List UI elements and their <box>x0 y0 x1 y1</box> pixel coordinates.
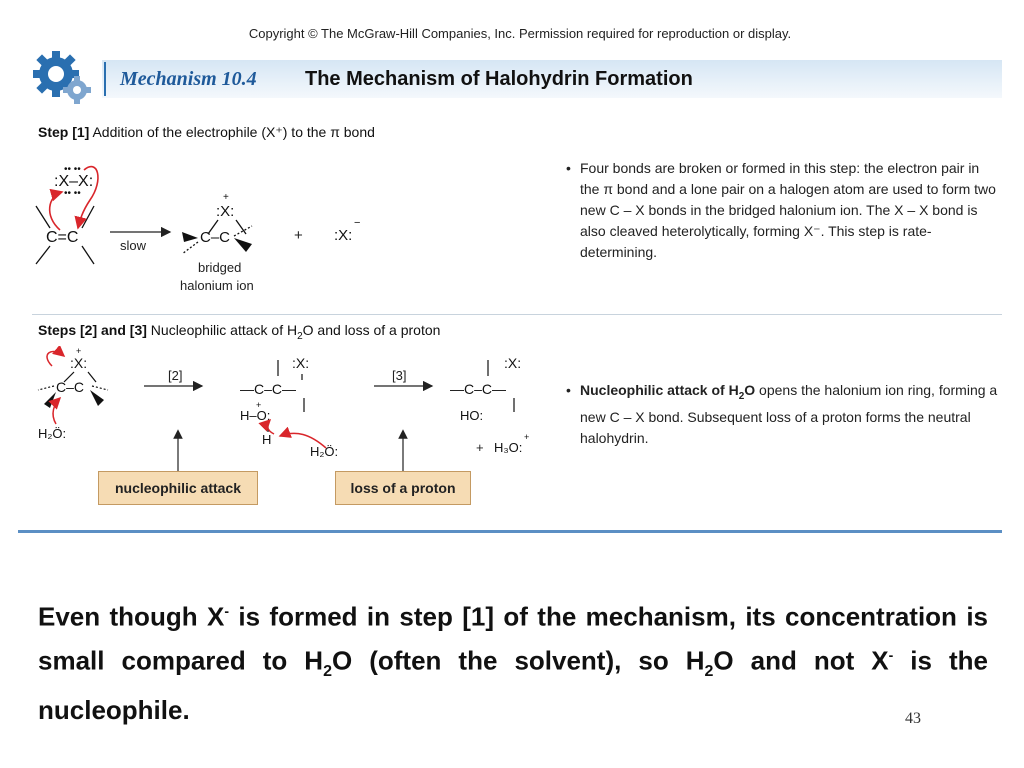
svg-text::X:: :X: <box>70 355 88 371</box>
svg-text:•• ••: •• •• <box>64 188 81 199</box>
halide-ion: :X: <box>334 227 353 244</box>
svg-text:H–O:: H–O: <box>240 408 271 423</box>
arrow-label-slow: slow <box>120 238 147 253</box>
page-number: 43 <box>905 710 921 727</box>
step1-diagram <box>30 150 370 300</box>
callout-arrows <box>160 428 420 476</box>
svg-text:•• ••: •• •• <box>64 164 81 175</box>
halonium-ring: C–C <box>56 379 85 395</box>
halonium-ion: C–C <box>200 229 231 246</box>
svg-text::X:: :X: <box>292 355 310 371</box>
step1-heading <box>38 124 375 141</box>
svg-text:+: + <box>256 400 262 410</box>
mechanism-label: Mechanism 10.4 <box>120 68 257 90</box>
copyright-notice: Copyright © The McGraw-Hill Companies, Inc. Permission required for reproduction or display. <box>248 26 792 41</box>
step1-label: Step [1] <box>38 124 90 140</box>
svg-text::X:: :X: <box>504 355 522 371</box>
svg-text:+: + <box>524 432 530 442</box>
mechanism-title: The Mechanism of Halohydrin Formation <box>305 68 693 90</box>
svg-text:HO:: HO: <box>460 408 484 423</box>
water-base: H₂Ö: <box>310 444 339 459</box>
step23-bullet-bold: Nucleophilic attack of $H_2O$ <box>580 382 756 402</box>
halohydrin-product: —C–C— <box>450 381 507 397</box>
oxonium-intermediate: —C–C— <box>240 381 297 397</box>
arrow-label-3: [3] <box>392 368 407 383</box>
svg-text:−: − <box>354 217 361 229</box>
step1-bullet: • Four bonds are broken or formed in this step: the electron pair in the π bond and a lone pair on a halogen atom are used to form two new C – X bonds in the bridged halonium ion. The X – X bond is also cleaved heterolytically, forming X⁻. This step is rate-determining. <box>566 160 996 260</box>
step1-bullet-text: Four bonds are broken or formed in this step: the electron pair in the π bond and a lone pair on a halogen atom are used to form two new C – X bonds in the bridged halonium ion. The X – X bond is also cleaved heterolytically, forming X⁻. This step is rate-determining. <box>580 160 996 260</box>
svg-text:+: + <box>76 346 82 356</box>
plus-sign: + <box>294 227 303 244</box>
conclusion-paragraph: Even though X- is formed in step [1] of the mechanism, its concentration is small compared to $H_2O$ (often the solvent), so $H_2O$ and not X- is the nucleophile. <box>38 601 989 725</box>
arrow-label-2: [2] <box>168 368 183 383</box>
curved-arrow-pi <box>50 192 62 230</box>
header-separator <box>104 62 106 96</box>
plus-sign-2: + <box>476 440 484 455</box>
step23-bullet: • Nucleophilic attack of $H_2O$ opens the halonium ion ring, forming a new C – X bond. Subsequent loss of a proton forms the neutral halohydrin. <box>566 382 998 446</box>
step23-description: Nucleophilic attack of $H_2O$ and loss of a proton <box>150 322 441 342</box>
gears-icon <box>30 46 94 106</box>
alkene: C=C <box>46 229 79 246</box>
svg-text::X:: :X: <box>216 203 235 220</box>
svg-text:+: + <box>223 192 229 203</box>
halogen-x2: :X–X: <box>54 173 94 190</box>
step23-label: Steps [2] and [3] <box>38 322 147 338</box>
step23-bullet-text: opens the halonium ion ring, forming a new C – X bond. Subsequent loss of a proton forms the neutral halohydrin. <box>580 382 998 446</box>
step1-description: Addition of the electrophile (X⁺) to the π bond <box>92 124 375 140</box>
halonium-ion-label: halonium ion <box>180 278 254 293</box>
loss-of-proton-box: loss of a proton <box>335 471 471 505</box>
step23-heading <box>38 322 440 342</box>
water-nucleophile: H₂Ö: <box>38 426 67 441</box>
section-divider <box>32 314 1002 315</box>
nucleophilic-attack-box: nucleophilic attack <box>98 471 258 505</box>
svg-text:H: H <box>262 432 272 447</box>
hydronium-ion: H₃O: <box>494 440 523 455</box>
bottom-rule <box>18 530 1002 533</box>
bridged-label: bridged <box>198 260 242 275</box>
